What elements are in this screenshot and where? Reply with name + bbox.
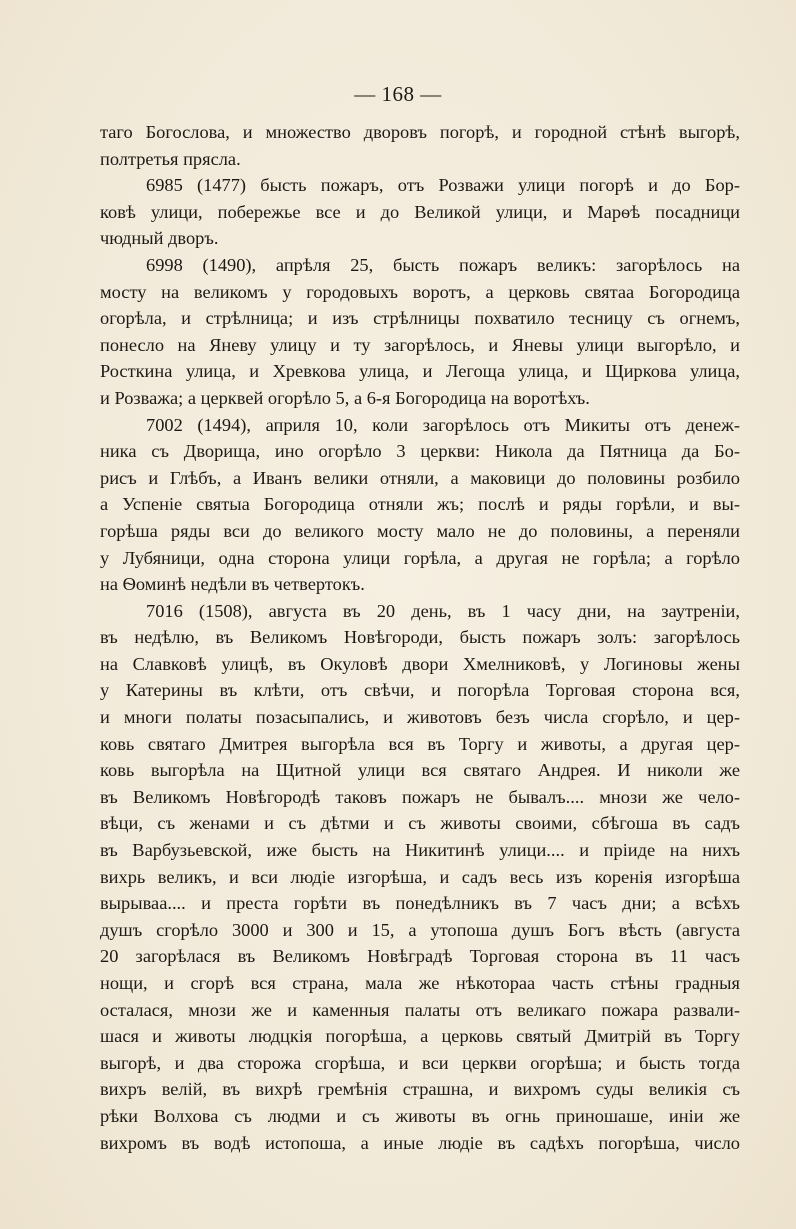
text-line: чюдный дворъ. [100, 228, 219, 249]
text-line: вихрь великъ, и вси людіе изгорѣша, и садъ весь изъ коренія изгорѣша [100, 866, 740, 887]
text-line: у Катерины въ клѣти, отъ свѣчи, и погорѣла Торговая сторона вся, [100, 680, 740, 701]
text-line: ковь святаго Дмитрея выгорѣла вся въ Торгу и животы, а другая цер- [100, 733, 740, 754]
body-text [100, 119, 740, 1156]
text-line: ника съ Дворища, ино огорѣло 3 церкви: Никола да Пятница да Бо- [100, 441, 740, 462]
text-line: горѣша ряды вси до великого мосту мало не до половины, а переняли [100, 520, 740, 541]
text-line: вихромъ въ водѣ истопоша, а иные людіе въ садѣхъ погорѣша, число [100, 1132, 740, 1153]
text-line: и Розважа; а церквей огорѣло 5, а 6-я Богородица на воротѣхъ. [100, 387, 590, 408]
text-line: выгорѣ, и два сторожа сгорѣша, и вси церкви огорѣша; и бысть тогда [100, 1052, 740, 1073]
text-line: въ Варбузьевской, иже бысть на Никитинѣ улици.... и пріиде на нихъ [100, 840, 740, 861]
text-line: 6985 (1477) бысть пожаръ, отъ Розважи улици погорѣ и до Бор- [146, 175, 740, 196]
text-line: на Славковѣ улицѣ, въ Окуловѣ двори Хмелниковѣ, у Логиновы жены [100, 653, 740, 674]
text-line: въ недѣлю, въ Великомъ Новѣгороди, бысть пожаръ золъ: загорѣлось [100, 627, 740, 648]
text-line: 20 загорѣлася въ Великомъ Новѣградѣ Торговая сторона въ 11 часъ [100, 946, 740, 967]
text-line: рѣки Волхова съ людми и съ животы въ огнь приношаше, иніи же [100, 1105, 740, 1126]
text-line: 7002 (1494), априля 10, коли загорѣлось отъ Микиты отъ денеж- [146, 414, 740, 435]
text-line: шася и животы людцкія погорѣша, а церковь святый Дмитрій въ Торгу [100, 1026, 740, 1047]
text-line: огорѣла, и стрѣлница; и изъ стрѣлницы похватило тесницу съ огнемъ, [100, 308, 740, 329]
text-line: ковѣ улици, побережье все и до Великой улици, и Марѳѣ посадници [100, 201, 740, 222]
text-line: Росткина улица, и Хревкова улица, и Легоща улица, и Щиркова улица, [100, 361, 740, 382]
text-line: ковь выгорѣла на Щитной улици вся святаго Андрея. И николи же [100, 760, 740, 781]
text-line: понесло на Яневу улицу и ту загорѣлось, и Яневы улици выгорѣло, и [100, 334, 740, 355]
text-line: 7016 (1508), августа въ 20 день, въ 1 часу дни, на заутреніи, [146, 600, 740, 621]
page-number: — 168 — [354, 82, 442, 106]
text-line: мосту на великомъ у городовыхъ воротъ, а церковь святаа Богородица [100, 281, 740, 302]
text-line: полтретья прясла. [100, 148, 241, 169]
text-line: нощи, и сгорѣ вся страна, мала же нѣкотораа часть стѣны градныя [100, 973, 740, 993]
text-line: и многи полаты позасыпались, и животовъ безъ числа сгорѣло, и цер- [100, 707, 740, 728]
text-line: на Ѳоминѣ недѣли въ четвертокъ. [100, 574, 365, 595]
text-line: таго Богослова, и множество дворовъ погорѣ, и городной стѣнѣ выгорѣ, [100, 122, 740, 142]
text-line: 6998 (1490), апрѣля 25, бысть пожаръ великъ: загорѣлось на [146, 254, 740, 275]
text-line: осталася, мнози же и каменныя палаты отъ великаго пожара развали- [100, 999, 740, 1020]
text-line: душъ сгорѣло 3000 и 300 и 15, а утопоша душъ Богъ вѣсть (августа [100, 919, 740, 940]
text-line: вѣци, съ женами и съ дѣтми и съ животы своими, сбѣгоша въ садъ [100, 813, 740, 834]
text-line: а Успеніе святыа Богородица отняли жъ; послѣ и ряды горѣли, и вы- [100, 494, 740, 515]
text-line: вихръ велій, въ вихрѣ гремѣнія страшна, и вихромъ суды великія съ [100, 1079, 740, 1100]
text-line: рисъ и Глѣбъ, а Иванъ велики отняли, а маковици до половины розбило [100, 467, 740, 488]
text-line: въ Великомъ Новѣгородѣ таковъ пожаръ не бывалъ.... мнози же чело- [100, 786, 740, 807]
text-line: вырываа.... и преста горѣти въ понедѣлникъ въ 7 часъ дни; а всѣхъ [100, 893, 740, 914]
text-line: у Лубяници, одна сторона улици горѣла, а другая не горѣла; а горѣло [100, 547, 740, 568]
